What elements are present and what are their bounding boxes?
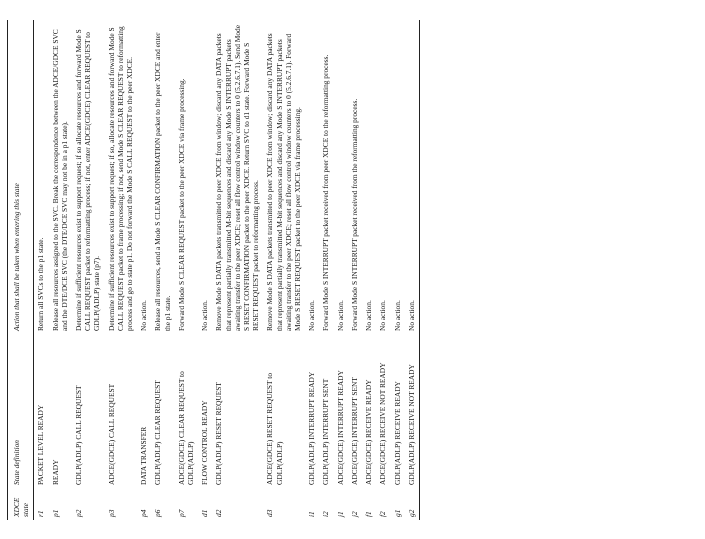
state-code: f1 (364, 511, 374, 517)
rotated-table-container (7, 20, 613, 520)
state-code: p7 (176, 509, 186, 517)
table-row (362, 20, 376, 520)
state-code: p2 (74, 509, 84, 517)
state-action: No action. (406, 300, 416, 331)
table-row (175, 20, 198, 520)
state-definition: READY (50, 459, 60, 485)
state-definition: DATA TRANSFER (139, 426, 149, 485)
table-header-row (8, 20, 34, 520)
state-action: No action. (200, 300, 210, 331)
table-row (72, 20, 105, 520)
state-code: p4 (139, 509, 149, 517)
state-action: Determine if sufficient resources exist to support request; if so allocate resources and forward Mode S CALL REQUEST packet to reformatting process; if not, enter ADCE(GDCE) CLEAR REQUEST to GDLP(ADLP) state (p7). (74, 29, 102, 331)
table-row (305, 20, 319, 520)
state-definition: ADCE(GDCE) CLEAR REQUEST to GDLP(ADLP) (176, 371, 196, 485)
state-action: No action. (378, 300, 388, 331)
state-action: Release all resources assigned to the SVC. Break the correspondence between the ADCE/GDCE SVC and the DTE/DCE SVC (the DTE/DCE SVC may not be in a p1 state). (50, 29, 69, 331)
state-action: No action. (307, 300, 317, 331)
state-definition: GDLP(ADLP) INTERRUPT READY (307, 371, 317, 485)
table-row (198, 20, 212, 520)
state-action: Forward Mode S INTERRUPT packet received from the reformatting process. (349, 98, 359, 331)
state-action: No action. (139, 300, 149, 331)
state-code: p1 (50, 509, 60, 517)
state-definition: GDLP(ADLP) INTERRUPT SENT (321, 378, 331, 485)
state-code: j2 (349, 511, 359, 517)
table-row (319, 20, 333, 520)
state-action: Release all resources, send a Mode S CLEAR CONFIRMATION packet to the peer XDCE and enter the p1 state. (153, 32, 172, 331)
state-definition: ADCE(GDCE) RESET REQUEST to GDLP(ADLP) (265, 372, 284, 485)
state-code: r1 (36, 510, 46, 517)
table-row (151, 20, 174, 520)
state-code: g2 (406, 509, 416, 517)
table-body (34, 20, 420, 520)
state-code: p6 (153, 509, 163, 517)
state-definition: GDLP(ADLP) CLEAR REQUEST (153, 380, 163, 485)
state-action: No action. (392, 300, 402, 331)
table-row (137, 20, 151, 520)
state-code: i1 (307, 511, 317, 517)
state-action-table (7, 20, 420, 520)
state-action: Remove Mode S DATA packets transmitted to peer XDCE from window; discard any DATA packets that represent partially transmitted M-bit sequences and discard any Mode S INTERRUPT packets awaiting transfer to the peer XDCE; reset all flow control window counters to 0 (5.2.6.7.1). Send Mode S RESET CONFIRMATION packet to the peer XDCE. Return SVC to d1 state. Forward Mode S RESET REQUEST packet to reformatting process. (214, 24, 261, 331)
state-definition: GDLP(ADLP) RECEIVE NOT READY (406, 364, 416, 485)
table-row (376, 20, 390, 520)
header-action: Action that shall be taken when entering this state (8, 20, 34, 334)
state-definition: ADCE(GDCE) INTERRUPT SENT (349, 377, 359, 485)
state-action: Remove Mode S DATA packets transmitted to peer XDCE from window; discard any DATA packets that represent partially transmitted M-bit sequences and discard any Mode S INTERRUPT packets awaiting transfer to the peer XDCE; reset all flow control window counters to 0 (5.2.6.7.1). Forward Mode S RESET REQUEST packet to the peer XDCE via frame processing. (265, 33, 303, 331)
state-code: p3 (106, 509, 116, 517)
state-action: Return all SVCs to the p1 state. (36, 237, 46, 331)
state-definition: ADCE(GDCE) RECEIVE READY (364, 379, 374, 485)
state-action: No action. (364, 300, 374, 331)
state-definition: GDLP(ADLP) CALL REQUEST (74, 385, 84, 485)
state-definition: GDLP(ADLP) RESET REQUEST (214, 382, 224, 485)
table-row (405, 20, 420, 520)
state-code: g1 (392, 509, 402, 517)
state-definition: GDLP(ADLP) RECEIVE READY (392, 381, 402, 485)
table-row (105, 20, 138, 520)
table-row (391, 20, 405, 520)
table-row (34, 20, 49, 520)
state-code: d3 (265, 509, 275, 517)
state-definition: ADCE(GDCE) CALL REQUEST (106, 383, 116, 485)
state-definition: PACKET LEVEL READY (36, 404, 46, 485)
table-row (334, 20, 348, 520)
state-code: f2 (378, 511, 388, 517)
state-code: j1 (335, 511, 345, 517)
state-definition: FLOW CONTROL READY (200, 400, 210, 485)
state-code: d2 (214, 509, 224, 517)
header-xdce-state: XDCE state (8, 488, 34, 520)
header-state-definition: State definition (8, 334, 34, 488)
state-code: d1 (200, 509, 210, 517)
state-code: i2 (321, 511, 331, 517)
table-row (212, 20, 263, 520)
table-row (348, 20, 362, 520)
state-action: Determine if sufficient resources exist to support request; if so, allocate resources and forward Mode S CALL REQUEST packet to frame processing; if not, send Mode S CLEAR REQUEST to reformatting process and go to state p1. Do not forward the Mode S CALL REQUEST to the peer XDCE. (106, 26, 135, 331)
state-definition: ADCE(GDCE) INTERRUPT READY (335, 370, 345, 485)
table-row (49, 20, 72, 520)
state-action: Forward Mode S CLEAR REQUEST packet to the peer XDCE via frame processing. (176, 78, 186, 331)
table-row (263, 20, 305, 520)
state-action: Forward Mode S INTERRUPT packet received from peer XDCE to the reformatting process. (321, 54, 331, 331)
state-action: No action. (335, 300, 345, 331)
state-definition: ADCE(GDCE) RECEIVE NOT READY (378, 362, 388, 485)
